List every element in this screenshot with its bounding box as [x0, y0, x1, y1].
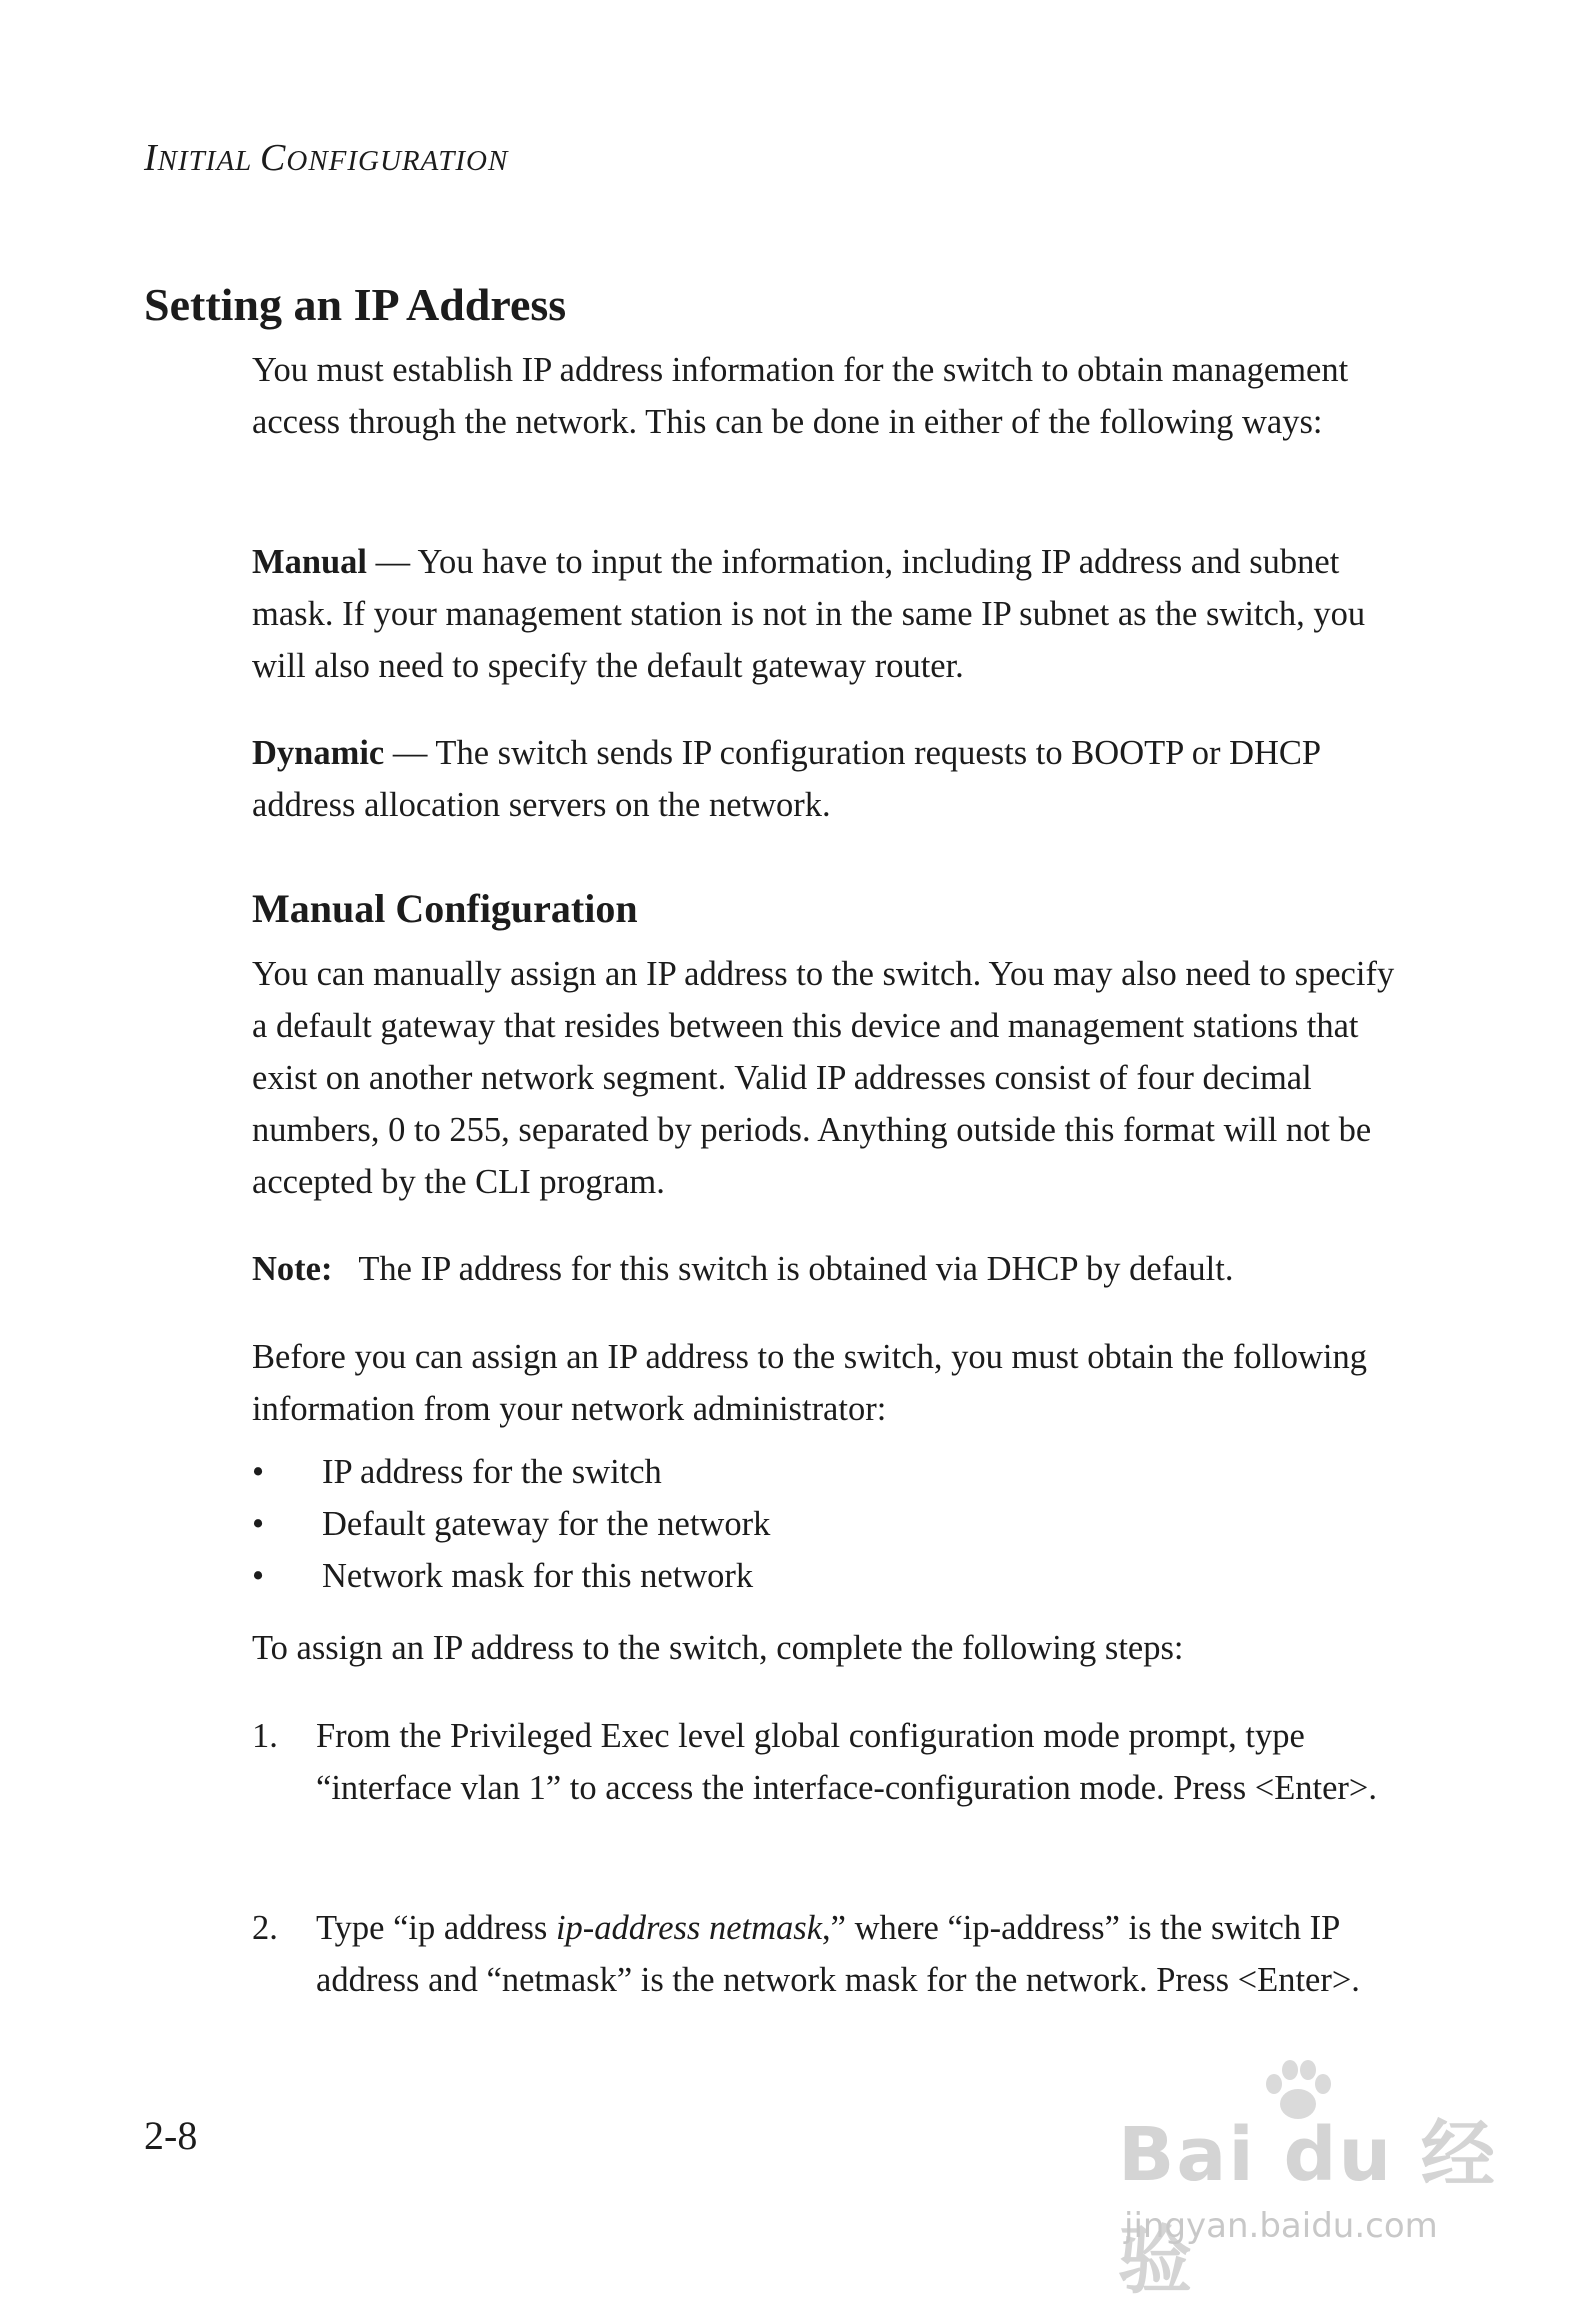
steps-intro: To assign an IP address to the switch, complete the following steps: — [252, 1629, 1184, 1667]
manual-config-paragraph: You can manually assign an IP address to the switch. You may also need to specify a default gateway that resides between this device and management stations that exist on another network segment. Valid IP addresses consist of four decimal numbers, 0 to 255, separated by periods. Anything outside this format will not be accepted by the CLI program. — [252, 955, 1395, 1201]
intro-paragraph: You must establish IP address information for the switch to obtain management access through the network. This can be done in either of the following ways: — [252, 351, 1349, 441]
manual-label: Manual — [252, 543, 368, 581]
bullet-icon: • — [252, 1453, 265, 1491]
note-paragraph — [252, 1243, 1402, 1295]
step-text-pre: Type “ip address — [316, 1909, 556, 1947]
bullet-icon: • — [252, 1557, 265, 1595]
header-smallcaps-2: ONFIGURATION — [286, 145, 509, 177]
step-number: 2. — [252, 1909, 278, 1947]
steps-list — [252, 1710, 1402, 1814]
baidu-watermark — [1118, 2056, 1498, 2304]
list-item-text: Default gateway for the network — [322, 1505, 771, 1543]
list-item — [252, 1498, 770, 1550]
step-item — [252, 1902, 1402, 2006]
list-item-text: IP address for the switch — [322, 1453, 662, 1491]
list-item-text: Network mask for this network — [322, 1557, 754, 1595]
step-text: From the Privileged Exec level global configuration mode prompt, type “interface vlan 1” to access the interface-configuration mode. Press <Enter>. — [316, 1717, 1377, 1807]
note-text: The IP address for this switch is obtained via DHCP by default. — [358, 1250, 1234, 1288]
list-item — [252, 1550, 770, 1602]
dynamic-label: Dynamic — [252, 734, 385, 772]
manual-paragraph — [252, 536, 1402, 692]
dynamic-text: — The switch sends IP configuration requests to BOOTP or DHCP address allocation servers on the network. — [252, 734, 1320, 824]
list-item — [252, 1446, 770, 1498]
running-header — [144, 136, 508, 180]
watermark-logo: Bai du 经验 — [1118, 2112, 1497, 2304]
page-number: 2-8 — [144, 2113, 198, 2158]
step-text-italic: ip-address netmask — [555, 1909, 823, 1947]
bullet-icon: • — [252, 1505, 265, 1543]
watermark-url: jingyan.baidu.com — [1124, 2206, 1438, 2246]
header-smallcaps-1: NITIAL — [157, 145, 261, 177]
subsection-title: Manual Configuration — [252, 886, 638, 931]
requirements-list — [252, 1446, 770, 1602]
manual-text: — You have to input the information, including IP address and subnet mask. If your management station is not in the same IP subnet as the switch, you will also need to specify the default gateway router. — [252, 543, 1366, 685]
note-label: Note: — [252, 1250, 333, 1288]
header-initial-c: C — [260, 137, 287, 179]
before-paragraph: Before you can assign an IP address to the switch, you must obtain the following information from your network administrator: — [252, 1338, 1367, 1428]
step-item — [252, 1710, 1402, 1814]
step-number: 1. — [252, 1717, 278, 1755]
header-initial-i: I — [144, 137, 158, 179]
section-title: Setting an IP Address — [144, 279, 567, 330]
dynamic-paragraph — [252, 727, 1402, 831]
steps-list-2 — [252, 1902, 1402, 2006]
step-text-post: ,” where “ip-address” is the switch IP address and “netmask” is the network mask for the network. Press <Enter>. — [316, 1909, 1360, 1999]
